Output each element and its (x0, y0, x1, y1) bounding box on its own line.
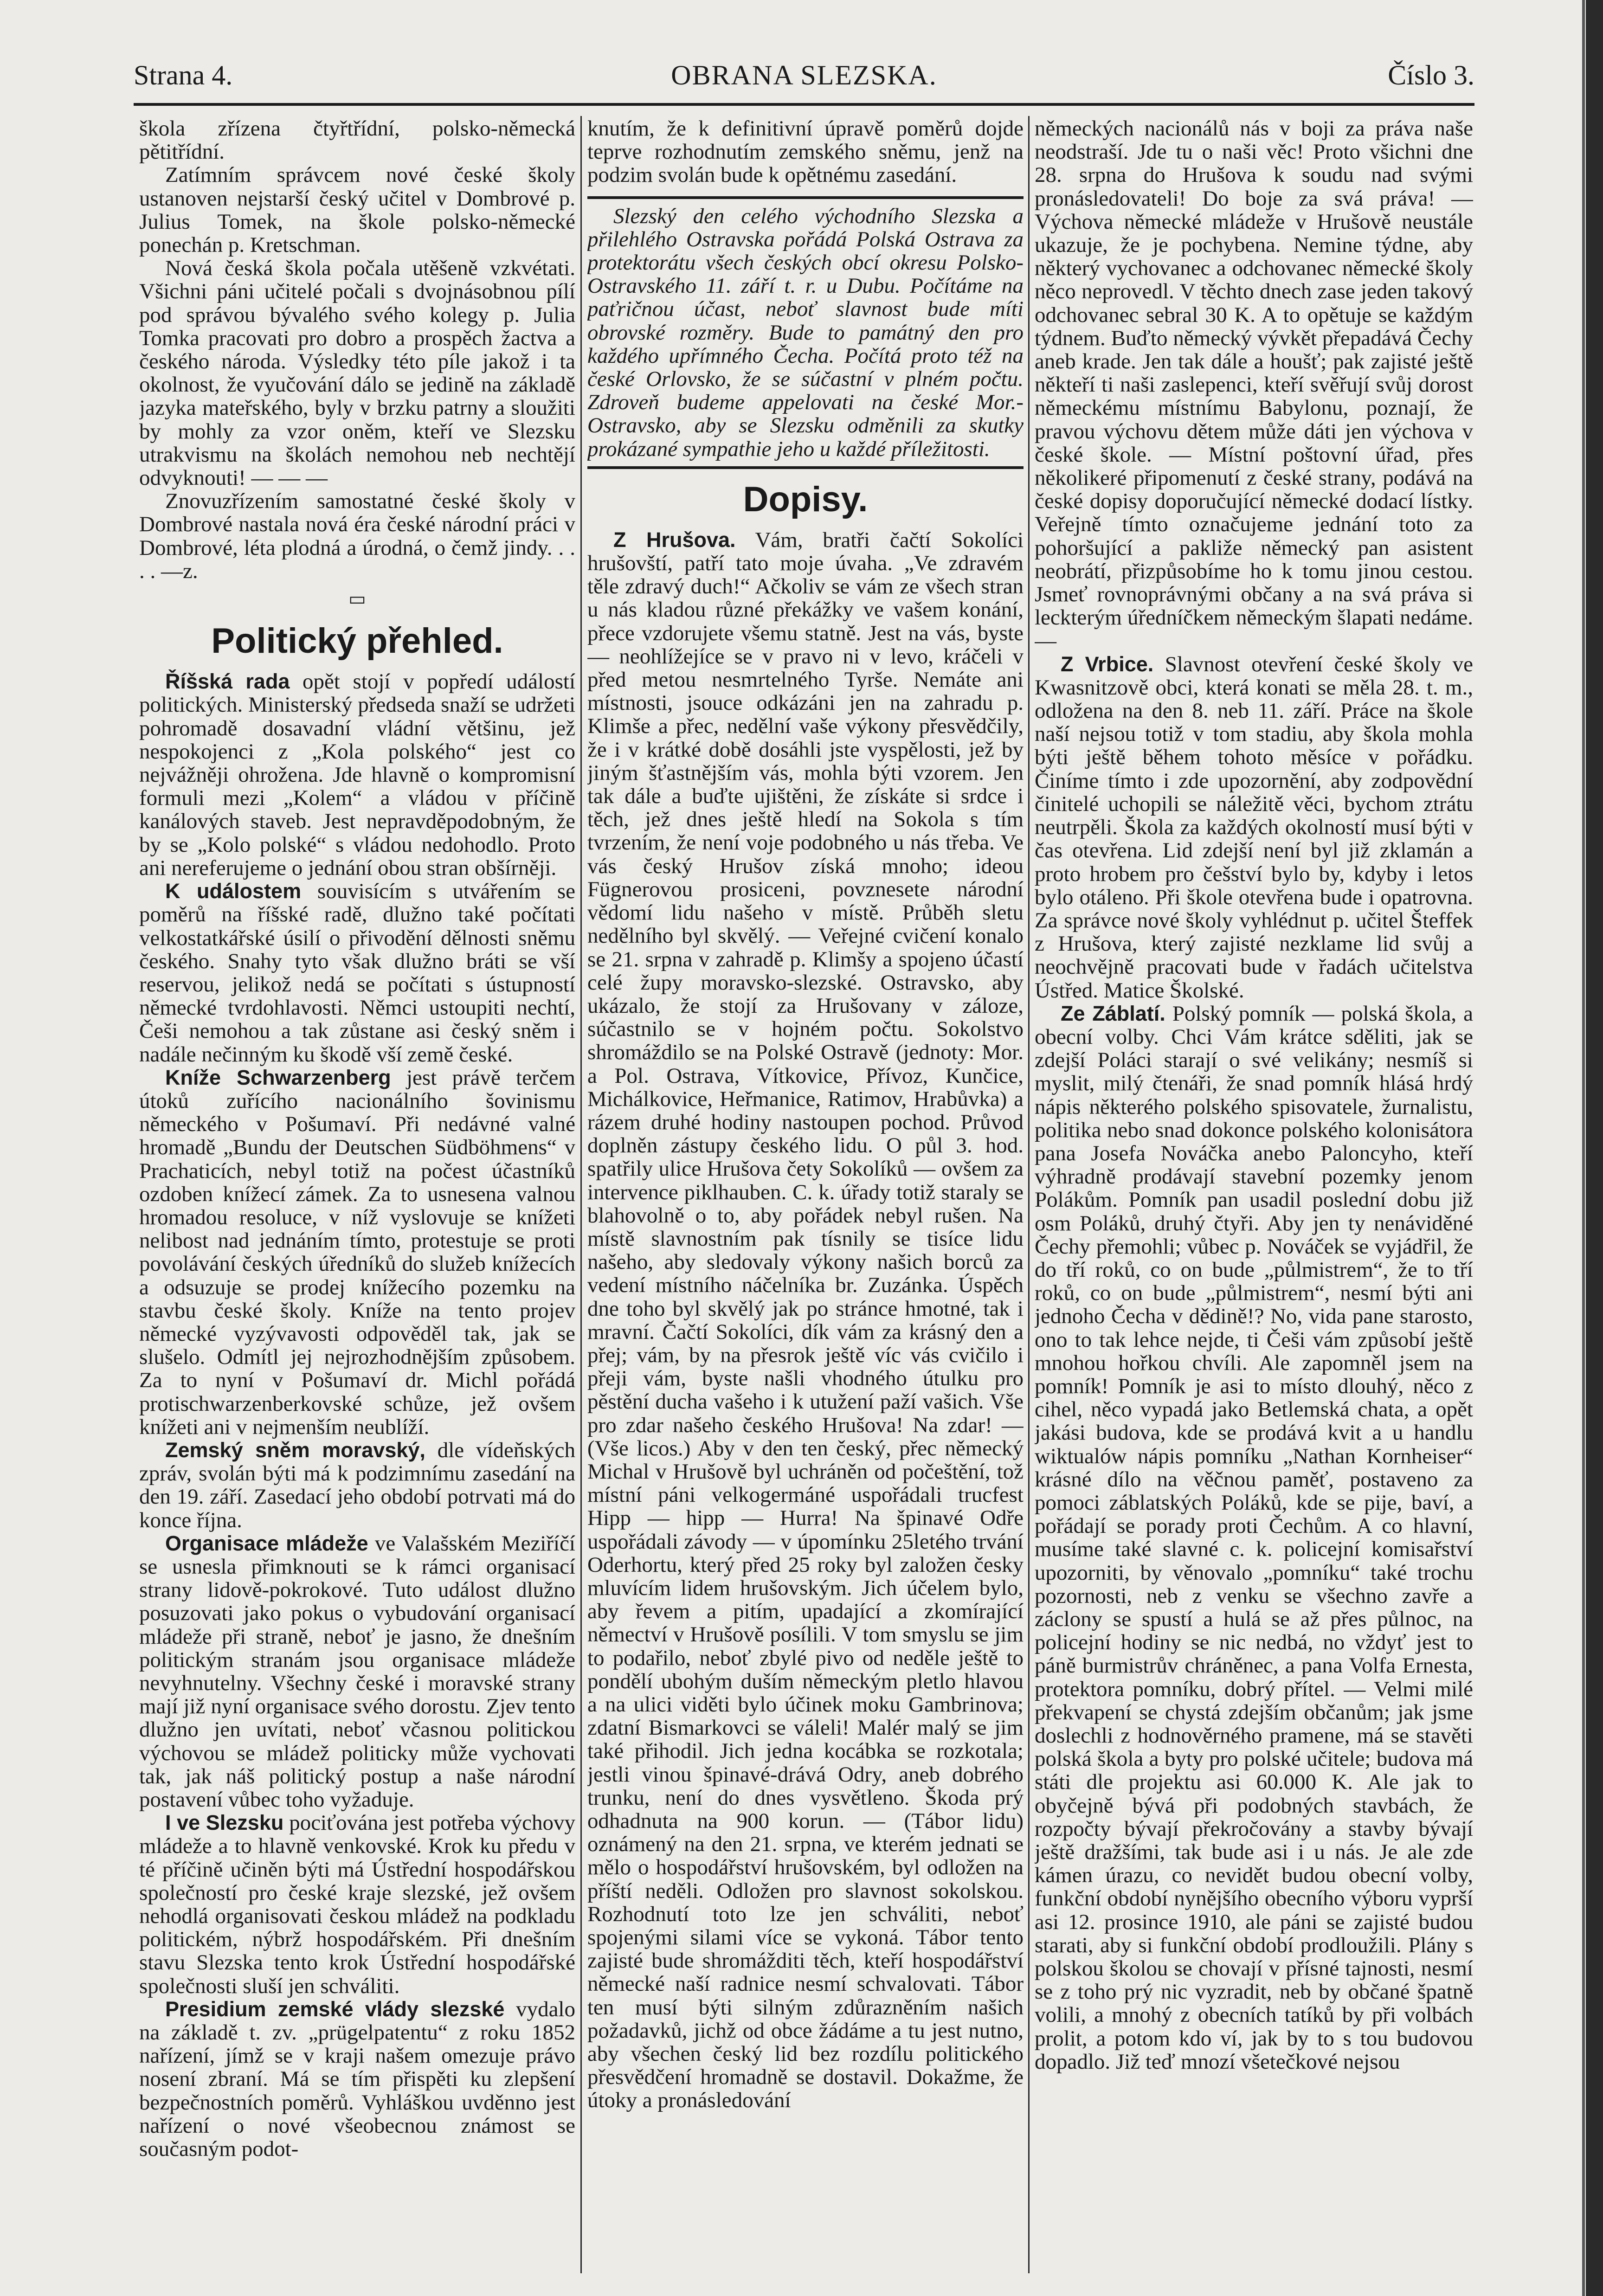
scan-edge (1586, 0, 1603, 2296)
article-keyword: Z Hrušova. (613, 527, 736, 552)
article-text: Polský pomník — polská škola, a obecní volby. Chci Vám krátce sděliti, jak se zdejší Poláci starají o své velikány; nesmíš si myslit, milý čtenáři, že snad pomník hlásá hrdý nápis některého polského spisovatele, žurnalistu, politika nebo snad dokonce polského kolonisátora pana Josefa Nováčka anebo Paloncyho, kteří výhradně prodávají stavební pozemky jenom Polákům. Pomník pan usadil poslední dobu již osm Poláků, druhý čtyři. Aby jen ty nenáviděné Čechy přemohli; vůbec p. Nováček se vyjádřil, že do tří roků, co on bude „půlmistrem“, že to tří roků, co on bude „půlmistrem“, nesmí býti ani jednoho Čecha v dědině!? No, vida pane starosto, ono to tak lehce nejde, ti Češi vám způsobí ještě mnohou hořkou chvíli. Ale zapomněl jsem na pomník! Pomník je asi to místo dlouhý, něco z cihel, něco vypadá jako Betlemská chata, a opět jakási budova, kde se prodává kvit a u handlu wiktualów nápis pomníku „Nathan Kornheiser“ krásné dílo na věčnou paměť, postaveno za pomoci záblatských Poláků, kde se pije, baví, a pořádají se porady proti Čechům. A co hlavní, musíme také slavné c. k. policejní komisařství upozorniti, by věnovalo „pomníku“ také trochu pozornosti, neb z venku se všechno zavře a záclony se spustí a hulá se až přes půlnoc, na policejní hodiny se nic nedbá, no vždyť jest to páně burmistrův chráněnec, a pana Volfa Ernesta, protektora pomníku, dobrý přítel. — Velmi milé překvapení se chystá zdejším občanům; jak jsme doslechli z hodnověrného pramene, má se stavěti polská škola a byty pro polské učitele; budova má státi dle projektu asi 60.000 K. Ale jak to obyčejně bývá při podobných stavbách, že rozpočty bývají překročovány a stavby bývají ještě dražšími, tak bude asi i u nás. Je ale zde kámen úrazu, co nevidět budou obecní volby, funkční období nynějšího obecního výboru vyprší asi 12. prosince 1910, ale páni se zajisté budou starati, aby si funkční období prodloužili. Plány s polskou školou se chovají v přísné tajnosti, nesmí se z toho prý nic vyzradit, neb by občané špatně volili, a mnohý z obecních tatíků by při volbách prolit, a potom kdo ví, jak by to s tou budovou dopadlo. Již teď mnozí všetečkové nejsou (1035, 1001, 1473, 2074)
article-keyword: Ze Záblatí. (1061, 1001, 1165, 1025)
paragraph: škola zřízena čtyřtřídní, polsko-německá pětitřídní. (139, 117, 575, 164)
paragraph: Znovuzřízením samostatné české školy v Dombrové nastala nová éra české národní práci v Dombrové, léta plodná a úrodná, o čemž jindy. . . . . —z. (139, 489, 575, 583)
article-text: souvisícím s utvářením se poměrů na říšské radě, dlužno také počítati velkostatkářské úsilí o přivodění dělnosti sněmu českého. Snahy tyto však dlužno bráti se vší reservou, jelikož nedá se počítati s ústupností německé tvrdohlavosti. Němci ustoupiti nechtí, Češi nemohou a tak zůstane asi český sněm i nadále nečinným ku škodě vší země české. (139, 879, 575, 1067)
article-text: jest právě terčem útoků zuřícího nacionálního šovinismu německého v Pošumaví. Při nedávné valné hromadě „Bundu der Deutschen Südböhmens“ v Prachaticích, nebyl totiž na počest účastníků ozdoben knížecí zámek. Za to usnesena valnou hromadou resoluce, v níž vyslovuje se knížeti nelibost nad jednáním tímto, protestuje se proti povolávání českých úředníků do služeb knížecích a odsuzuje se prodej knížecího pozemku na stavbu české školy. Kníže na tento projev německé vyzývavosti odpověděl tak, jak se slušelo. Odmítl jej nejrozhodnějším způsobem. Za to nyní v Pošumaví dr. Michl pořádá protischwarzenberkovské schůze, jež ovšem knížeti ani v nejmenším neublíží. (139, 1065, 575, 1439)
article-keyword: K událostem (165, 879, 302, 903)
article-keyword: I ve Slezsku (165, 1811, 284, 1835)
header-rule (134, 103, 1474, 106)
article-keyword: Presidium zemské vlády slezské (165, 1997, 505, 2021)
article-text: Slavnost otevření české školy ve Kwasnitzově obci, která konati se měla 28. t. m., odložena na den 8. neb 11. září. Práce na škole naší nejsou totiž v tom stadiu, aby škola mohla býti ještě během tohoto měsíce v pořádku. Činíme tímto i zde upozornění, aby zodpovědní činitelé uchopili se náležitě věci, bychom ztrátu neutrpěli. Škola za každých okolností musí býti v čas otevřena. Lid zdejší není byl již zklamán a proto hrobem pro češství bylo by, kdyby i letos bylo otáleno. Při škole otevřena bude i opatrovna. Za správce nové školy vyhlédnut p. učitel Šteffek z Hrušova, který zajisté nezklame lid svůj a neochvějně pracovati bude v řadách učitelstva Ústřed. Matice Školské. (1035, 652, 1473, 1003)
paragraph: Zatímním správcem nové české školy ustanoven nejstarší český učitel v Dombrové p. Julius Tomek, na škole polsko-německé ponechán p. Kretschman. (139, 163, 575, 257)
section-separator: ▭ (348, 588, 366, 610)
column-divider (580, 116, 582, 2273)
article-text: opět stojí v popředí událostí politických. Ministerský předseda snaží se udržeti pohromadě dosavadní vládní většinu, jež nespokojenci z „Kola polského“ jest co nejvážněji ohrožena. Jde hlavně o kompromisní formuli mezi „Kolem“ a vládou v příčině kanálových staveb. Jest nepravděpodobným, že by se „Kolo polské“ s vládou nedohodlo. Proto ani nereferujeme o jednání obou stran obšírněji. (139, 669, 575, 880)
page-header (134, 59, 1474, 101)
column-1 (139, 117, 575, 2270)
event-notice-box (587, 196, 1024, 469)
event-notice-text: Slezský den celého východního Slezska a přilehlého Ostravska pořádá Polská Ostrava za protektorátu všech českých obcí okresu Polsko-Ostravského 11. září t. r. u Dubu. Počítáme na paťričnou účast, neboť slavnost bude míti obrovské rozměry. Bude to památný den pro každého upřímného Čecha. Počítá proto též na české Orlovsko, že se súčastní v plném počtu. Zdroveň budeme appelovati na české Mor.-Ostravsko, aby se Slezsku odměnili za skutky prokázané sympathie jeho u každé příležitosti. (587, 204, 1024, 461)
article (1035, 1002, 1473, 2073)
article (139, 1532, 575, 1811)
page-number: Strana 4. (134, 60, 233, 90)
article (139, 1439, 575, 1532)
article (139, 670, 575, 880)
column-2 (587, 117, 1024, 2270)
issue-number: Číslo 3. (1388, 60, 1474, 90)
article-text: vydalo na základě t. zv. „prügelpatentu“ z roku 1852 nařízení, jímž se v kraji našem omezuje právo nosení zbraní. Má se tím přispěti ku zlepšení bezpečnostních poměrů. Vyhláškou uvděnno jest nařízení o nové všeobecnou známost se současným podot- (139, 1997, 575, 2161)
article-keyword: Říšská rada (165, 669, 290, 694)
article-text: pociťována jest potřeba výchovy mládeže a to hlavně venkovské. Krok ku předu v té příčině učiněn býti má Ústřední hospodářskou společností pro české kraje slezské, jež ovšem nehodlá organisovati českou mládež na podkladu politickém, nýbrž hospodářském. Při dnešním stavu Slezska tento krok Ústřední hospodářské společnosti sluší jen schváliti. (139, 1811, 575, 1998)
article-keyword: Kníže Schwarzenberg (165, 1065, 391, 1089)
article (139, 1066, 575, 1439)
paragraph: Nová česká škola počala utěšeně vzkvétati. Všichni páni učitelé počali s dvojnásobnou pílí pod správou bývalého svého kolegy p. Julia Tomka pracovati pro dobro a prospěch žactva a českého národa. Výsledky této píle jakož i ta okolnost, že vyučování dálo se jedině na základě jazyka mateřského, byly v brzku patrny a sloužiti by mohly za vzor oněm, kteří ve Slezsku utrakvismu na školách nemohou neb nechtějí odvyknouti! — — — (139, 256, 575, 490)
column-3 (1035, 117, 1473, 2270)
article (587, 528, 1024, 2112)
scan-edge (1582, 0, 1585, 2296)
article (139, 1811, 575, 1998)
article-text: ve Valašském Meziříčí se usnesla přimknouti se k rámci organisací strany lidově-pokrokové. Tuto událost dlužno posuzovati jako pokus o vybudování organisací mládeže při straně, neboť je jasno, že dnešním politickým stranám jsou organisace mládeže nevyhnutelny. Všechny české i moravské strany mají již nyní organisace svého dorostu. Zjev tento dlužno jen uvítati, neboť včasnou politickou výchovou se mládež politicky může vychovati tak, jak náš politický postup a naše národní postavení vůbec toho vyžaduje. (139, 1531, 575, 1812)
section-title-dopisy: Dopisy. (743, 479, 868, 519)
article-keyword: Zemský sněm moravský, (165, 1438, 425, 1462)
article-text: dle vídeňských zpráv, svolán býti má k podzimnímu zasedání na den 19. září. Zasedací jeho období potrvati má do konce října. (139, 1438, 575, 1532)
newspaper-title: OBRANA SLEZSKA. (671, 60, 937, 90)
paragraph: německých nacionálů nás v boji za práva naše neodstraší. Jde tu o naši věc! Proto všichni dne 28. srpna do Hrušova k soudu nad svými pronásledovateli! Do boje za svá práva! — Výchova německé mládeže v Hrušově neustále ukazuje, že je pochybena. Nemine týdne, aby některý vychovanec a odchovanec německé školy něco neprovedl. V těchto dnech zase jeden takový odchovanec sebral 30 K. A to opětuje se každým týdnem. Buďto německý vývkět přepadává Čechy aneb krade. Jen tak dále a houšť; pak zajisté ještě někteří ti naši zaslepenci, kteří svěřují svůj dorost německému místnímu Babylonu, poznají, že pravou výchovu dětem může dáti jen výchova v české škole. — Místní poštovní úřad, přes několikeré připomenutí z české strany, podává na české dopisy doporučující německé dodací lístky. Veřejně tímto označujeme jednání toto za pohoršující a pakliže německý pan asistent neobrátí, přizpůsobíme ho k tomu jinou cestou. Jsmeť rovnoprávnými občany a na svá práva si leckterým úředníčkem německým šlapati nedáme. — (1035, 117, 1473, 653)
column-divider (1028, 116, 1030, 2273)
article (139, 1998, 575, 2161)
paragraph: knutím, že k definitivní úpravě poměrů dojde teprve rozhodnutím zemského sněmu, jenž na podzim svolán bude k opětnému zasedání. (587, 117, 1024, 187)
section-title-politicky-prehled: Politický přehled. (211, 621, 503, 661)
article (1035, 653, 1473, 1002)
article-keyword: Z Vrbice. (1061, 652, 1154, 676)
article-text: Vám, bratři čačtí Sokolíci hrušovští, patří tato moje úvaha. „Ve zdravém těle zdravý duch!“ Ačkoliv se vám ze všech stran u nás kladou různé překážky ve vašem konání, přece vzdorujete všemu statně. Jest na vás, byste — neohlížejíce se v pravo ni v levo, kráčeli v před metou nesmrtelného Tyrše. Nemáte ani místnosti, jsouce odkázáni jen na zahradu p. Klimše a přec, nedělní vaše výkony přesvědčily, že i v krátké době dosáhli jste vyspělosti, jež by jiným šťastnějším vás, mohla býti vzorem. Jen tak dále a buďte ujištěni, že získáte si srdce i těch, jež dnes ještě hledí na Sokola s tím tvrzením, že není voje podobného u nás třeba. Ve vás český Hrušov získá mnoho; ideou Fügnerovou prosiceni, povznesete národní vědomí lidu našeho v místě. Průběh sletu nedělního byl skvělý. — Veřejné cvičení konalo se 21. srpna v zahradě p. Klimšy a spojeno účastí celé župy moravsko-slezské. Ostravsko, aby ukázalo, že stojí za Hrušovany v záloze, súčastnilo se v hojném počtu. Sokolstvo shromáždilo se na Polské Ostravě (jednoty: Mor. a Pol. Ostrava, Vítkovice, Přívoz, Kunčice, Michálkovice, Heřmanice, Ratimov, Hrabůvka) a rázem druhé hodiny nastoupen pochod. Průvod doplněn zástupy českého lidu. O půl 3. hod. spatřily ulice Hrušova čety Sokolíků — ovšem za intervence piklhauben. C. k. úřady totiž staraly se blahovolně o to, aby pořádek nebyl rušen. Na místě slavnostním pak tísnily se tisíce lidu našeho, aby sledovaly výkony našich borců za vedení místního náčelníka br. Zuzánka. Úspěch dne toho byl skvělý jak po stránce hmotné, tak i mravní. Čačtí Sokolíci, dík vám za krásný den a přej; vám, by na přesrok ještě víc vás cvičilo i přeji vám, byste našli vhodného útulku pro pěstění ducha vašeho i k utužení paží vašich. Vše pro zdar našeho českého Hrušova! Na zdar! — (Vše licos.) Aby v den ten český, přec německý Michal v Hrušově byl uchráněn od počeštění, tož místní páni velkogermáné uspořádali trucfest Hipp — hipp — Hurra! Na špinavé Odře uspořádali závody — v úpomínku 25letého trvání Oderhortu, který před 25 roky byl založen česky mluvícím lidem hrušovským. Jich účelem bylo, aby řevem a pitím, upadající a zkomírající němectví v Hrušově posílili. V tom smyslu se jim to podařilo, neboť zbylé pivo od neděle ještě to pondělí ubohým duším německým pletlo hlavou a na ulici viděti bylo účinek moku Gambrinova; zdatní Bismarkovci se váleli! Malér malý se jim také přihodil. Jich jedna kocábka se rozkotala; jestli vinou špinavé-drává Odry, aneb dobrého trunku, není do dnes vysvětleno. Škoda prý odhadnuta na 900 korun. — (Tábor lidu) oznámený na den 21. srpna, ve kterém jednati se mělo o hospodářství hrušovském, byl odložen na příští neděli. Odložen pro slavnost sokolskou. Rozhodnutí toto lze jen schváliti, neboť spojenými silami více se vykoná. Tábor tento zajisté bude shromážditi těch, kteří hospodářství německé naší radnice nesmí schvalovati. Tábor ten musí býti silným zdůrazněním našich požadavků, jichž od obce žádáme a tu jest nutno, aby všechen český lid bez rozdílu politického přesvědčení hromadně se dostavil. Dokažme, že útoky a pronásledování (587, 527, 1024, 2113)
article (139, 880, 575, 1066)
article-keyword: Organisace mládeže (165, 1531, 368, 1555)
